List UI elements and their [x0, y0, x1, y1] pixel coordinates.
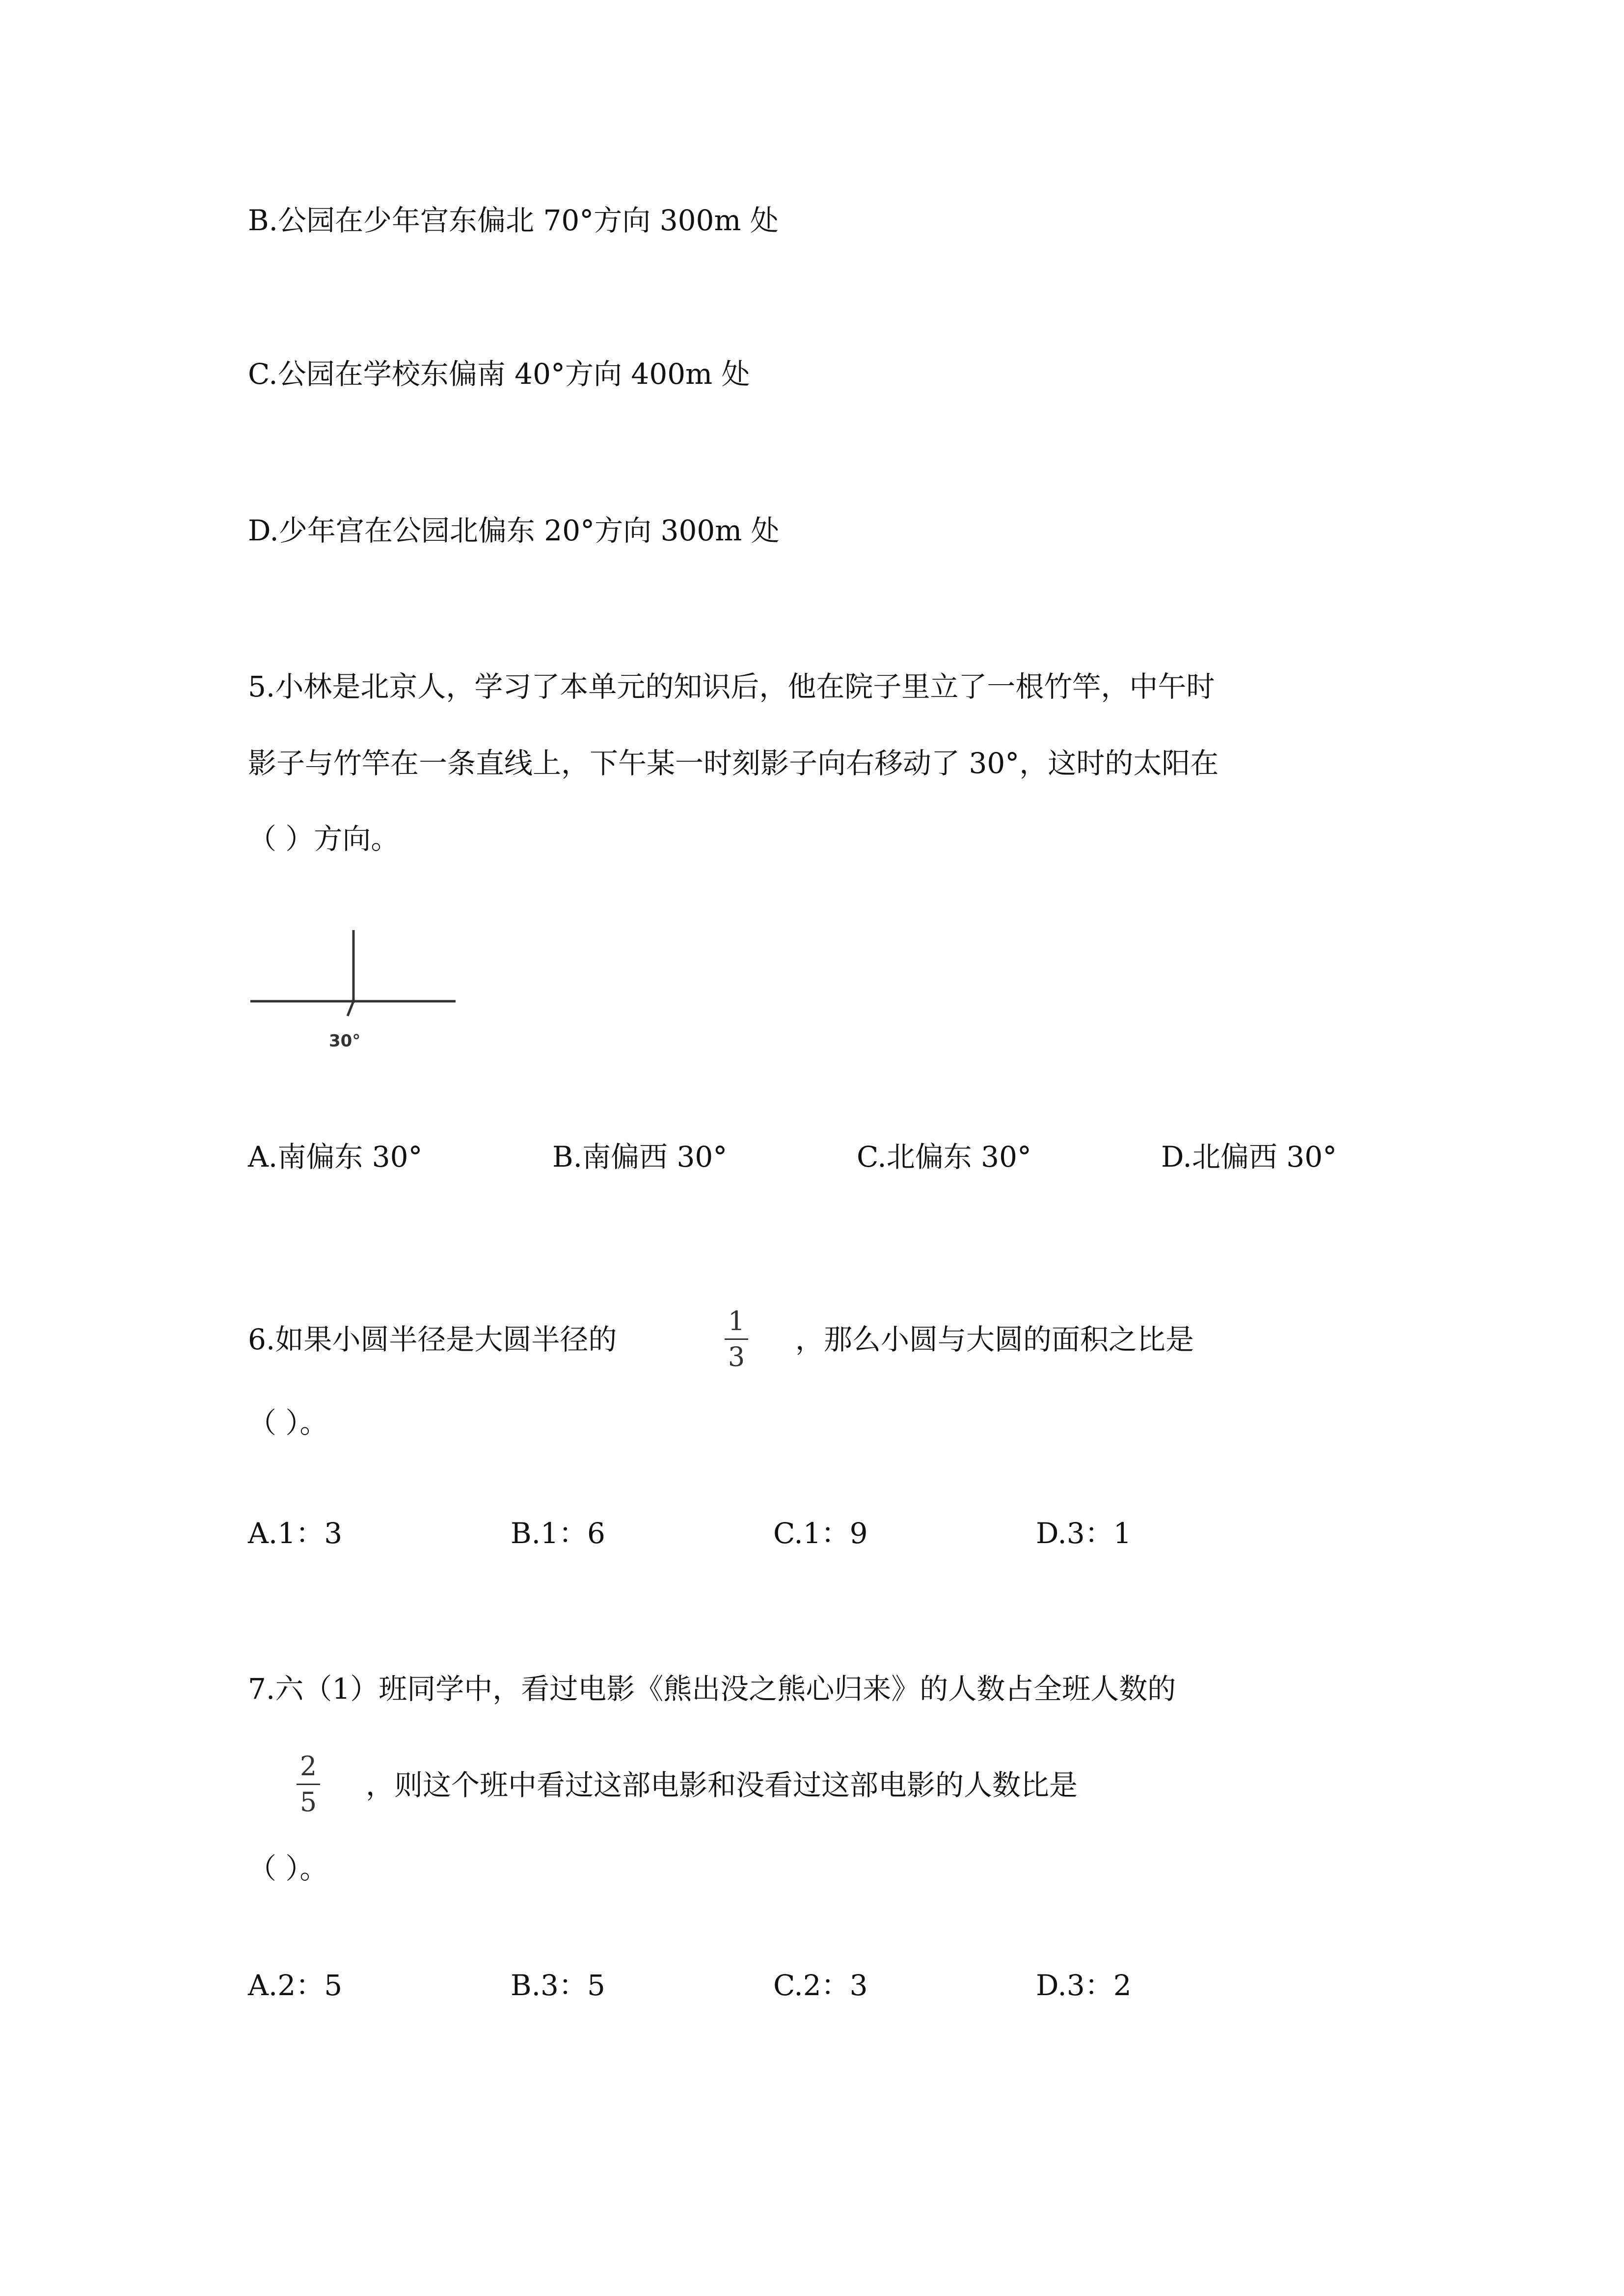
q4-option-c: C.公园在学校东偏南 40°方向 400m 处	[248, 357, 750, 391]
q6-option-d: D.3：1	[1036, 1517, 1132, 1550]
q5-text-line3: （ ）方向。	[248, 822, 400, 855]
q5-option-a: A.南偏东 30°	[248, 1140, 423, 1174]
q5-option-c: C.北偏东 30°	[857, 1140, 1031, 1174]
q5-shadow-angle-figure	[248, 930, 464, 1060]
q6-fraction-denominator: 3	[728, 1341, 745, 1372]
q4-option-b: B.公园在少年宫东偏北 70°方向 300m 处	[248, 204, 779, 237]
figure-angle-label: 30°	[329, 1031, 361, 1051]
q7-option-a: A.2：5	[248, 1969, 343, 2002]
q7-option-d: D.3：2	[1036, 1969, 1132, 2002]
q6-fraction-bar	[725, 1338, 748, 1340]
q7-fraction	[294, 1753, 323, 1815]
q6-fraction-numerator: 1	[728, 1306, 745, 1336]
q6-text-line1-before: 6.如果小圆半径是大圆半径的	[248, 1323, 617, 1356]
q7-option-b: B.3：5	[511, 1969, 605, 2002]
figure-angle-ray-line	[348, 1001, 353, 1016]
q5-text-line1: 5.小林是北京人，学习了本单元的知识后，他在院子里立了一根竹竿，中午时	[248, 670, 1215, 703]
q6-text-line2: （ ）。	[248, 1406, 328, 1440]
q4-option-d: D.少年宫在公园北偏东 20°方向 300m 处	[248, 514, 780, 547]
q7-option-c: C.2：3	[773, 1969, 868, 2002]
q7-fraction-denominator: 5	[299, 1787, 317, 1817]
q7-fraction-numerator: 2	[299, 1751, 317, 1782]
q5-option-b: B.南偏西 30°	[552, 1140, 728, 1174]
q5-text-line2: 影子与竹竿在一条直线上，下午某一时刻影子向右移动了 30°，这时的太阳在	[248, 747, 1219, 780]
q6-option-a: A.1：3	[248, 1517, 343, 1550]
q6-fraction	[722, 1308, 751, 1370]
q6-option-b: B.1：6	[511, 1517, 605, 1550]
q6-option-c: C.1：9	[773, 1517, 868, 1550]
q7-text-line3: （ ）。	[248, 1852, 328, 1885]
q5-option-d: D.北偏西 30°	[1161, 1140, 1337, 1174]
q7-text-line1: 7.六（1）班同学中，看过电影《熊出没之熊心归来》的人数占全班人数的	[248, 1672, 1176, 1706]
q7-fraction-bar	[297, 1784, 320, 1785]
q6-text-line1-after: ，那么小圆与大圆的面积之比是	[795, 1323, 1194, 1356]
q7-text-line2-after: ，则这个班中看过这部电影和没看过这部电影的人数比是	[366, 1768, 1078, 1802]
